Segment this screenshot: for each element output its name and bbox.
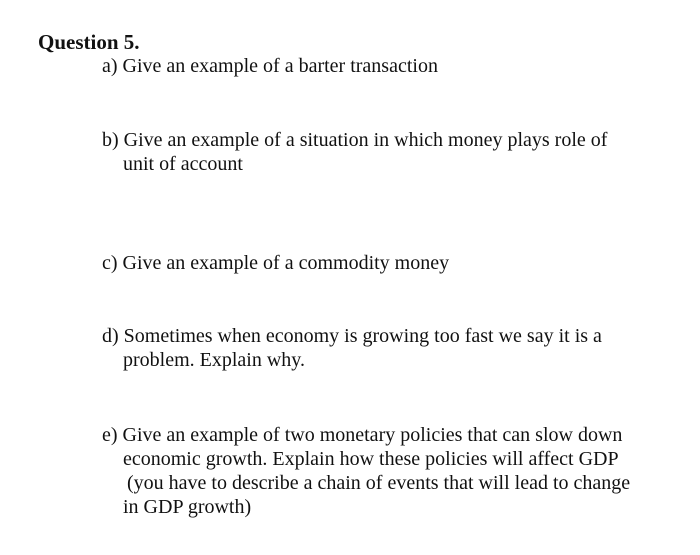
question-part-b (102, 128, 682, 176)
part-b-line-2: unit of account (123, 153, 243, 175)
question-part-a (102, 54, 682, 78)
part-b-line-1: b) Give an example of a situation in which money plays role of (102, 129, 608, 151)
part-e-line-3: (you have to describe a chain of events that will lead to change (127, 472, 631, 494)
question-part-d (102, 324, 682, 372)
question-part-c (102, 251, 682, 275)
part-d-line-2: problem. Explain why. (123, 349, 306, 371)
question-title: Question 5. (38, 30, 140, 54)
part-a-line-1: a) Give an example of a barter transaction (102, 55, 438, 77)
part-c-line-1: c) Give an example of a commodity money (102, 252, 450, 274)
part-e-line-2: economic growth. Explain how these policies will affect GDP (123, 448, 619, 470)
question-part-e (102, 423, 682, 519)
part-e-line-1: e) Give an example of two monetary policies that can slow down (102, 424, 623, 446)
part-d-line-1: d) Sometimes when economy is growing too fast we say it is a (102, 325, 602, 347)
part-e-line-4: in GDP growth) (123, 496, 252, 518)
